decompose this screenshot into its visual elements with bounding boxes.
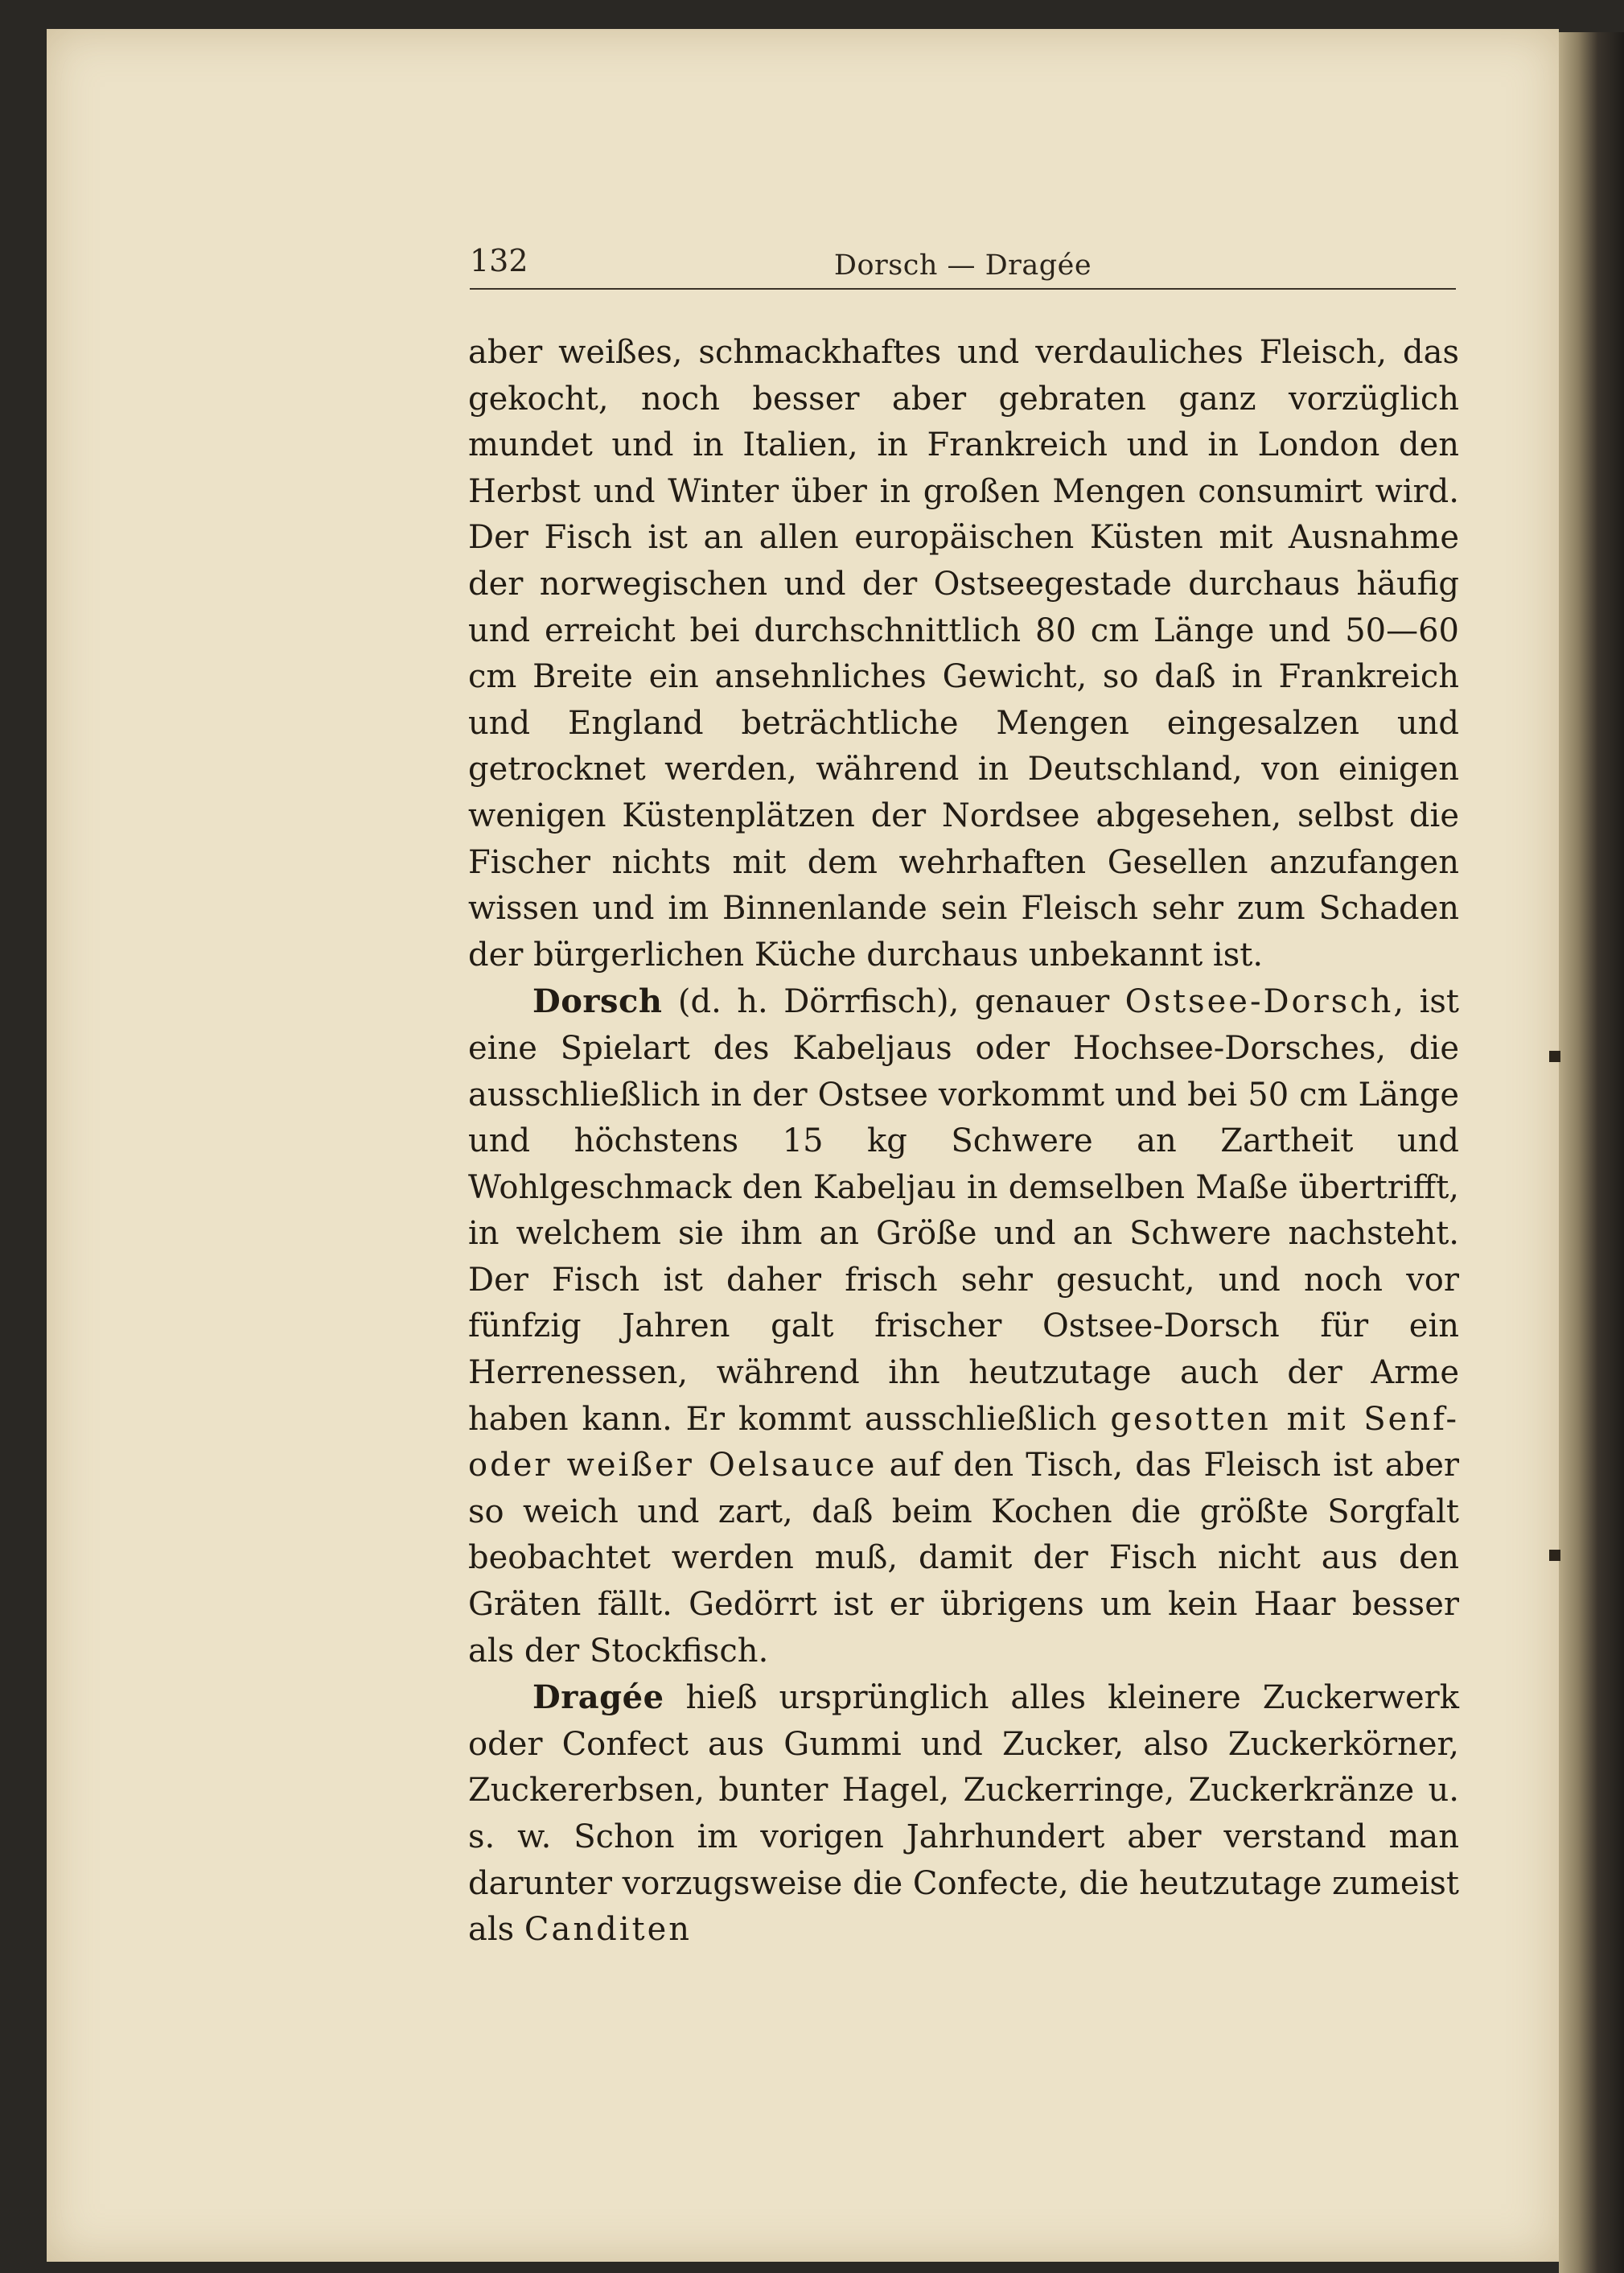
margin-mark	[1549, 1051, 1560, 1062]
dorsch-spaced-1: Ostsee-Dorsch	[1124, 983, 1394, 1021]
paragraph-continuation: aber weißes, schmackhaftes und verdauliches Fleisch, das gekocht, noch besser aber gebraten ganz vorzüglich mundet und in Italien, in Frankreich und in London den Herbst und Winter über in großen Mengen consumirt wird. Der Fisch ist an allen europäischen Küsten mit Ausnahme der norwegischen und der Ostseegestade durchaus häufig und erreicht bei durchschnittlich 80 cm Länge und 50—60 cm Breite ein ansehnliches Gewicht, so daß in Frankreich und England beträchtliche Mengen eingesalzen und getrocknet werden, während in Deutschland, von einigen wenigen Küstenplätzen der Nordsee abgesehen, selbst die Fischer nichts mit dem wehrhaften Gesellen anzufangen wissen und im Binnenlande sein Fleisch sehr zum Schaden der bürgerlichen Küche durchaus unbekannt ist.	[468, 334, 1459, 974]
dorsch-text-3: auf den Tisch, das Fleisch ist aber so weich und zart, daß beim Kochen die größte Sorgfalt beobachtet werden muß, damit der Fisch nicht aus den Gräten fällt. Gedörrt ist er übrigens um kein Haar besser als der Stockfisch.	[468, 1447, 1460, 1670]
dorsch-spaced-2: gesotten mit Senf- oder weißer Oelsauce	[468, 1400, 1459, 1484]
headword-dorsch: Dorsch	[532, 982, 663, 1021]
dorsch-text-1: (d. h. Dörrfisch), genauer	[662, 983, 1125, 1021]
book-gutter	[1559, 32, 1624, 2273]
margin-mark	[1549, 1550, 1560, 1561]
body-text	[468, 330, 1459, 1954]
dorsch-text-2: , ist eine Spielart des Kabeljaus oder Hochsee-Dorsches, die ausschließlich in der Ostsee vorkommt und bei 50 cm Länge und höchstens 15 kg Schwere an Zartheit und Wohlgeschmack den Kabeljau in demselben Maße übertrifft, in welchem sie ihm an Größe und an Schwere nachsteht. Der Fisch ist daher frisch sehr gesucht, und noch vor fünfzig Jahren galt frischer Ostsee-Dorsch für ein Herrenessen, während ihn heutzutage auch der Arme haben kann. Er kommt ausschließlich	[468, 983, 1459, 1438]
dragee-spaced-1: Canditen	[524, 1911, 693, 1949]
running-head: Dorsch — Dragée	[833, 249, 1092, 282]
paragraph-dorsch	[468, 978, 1459, 1674]
dragee-text-1: hieß ursprünglich alles kleinere Zuckerwerk oder Confect aus Gummi und Zucker, also Zuckerkörner, Zuckererbsen, bunter Hagel, Zuckerringe, Zuckerkränze u. s. w. Schon im vorigen Jahrhundert aber verstand man darunter vorzugsweise die Confecte, die heutzutage zumeist als	[468, 1679, 1459, 1949]
page-header	[470, 240, 1456, 290]
page-number: 132	[470, 243, 528, 278]
paragraph-dragee	[468, 1674, 1459, 1954]
headword-dragee: Dragée	[532, 1678, 664, 1717]
